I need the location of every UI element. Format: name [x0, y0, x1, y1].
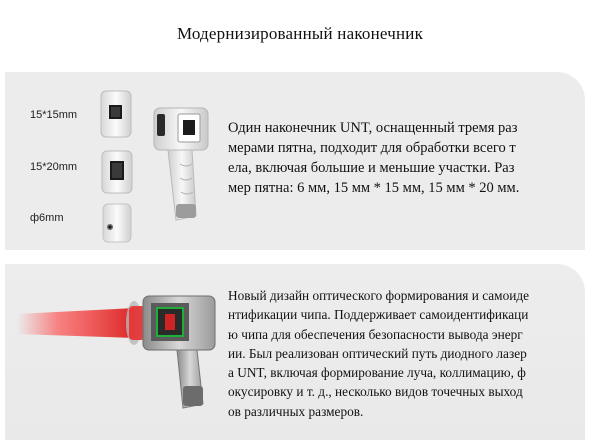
- tip-6mm-image: [99, 202, 139, 247]
- tip-15x15-image: [97, 89, 137, 141]
- size-label-15x20: 15*20mm: [30, 161, 78, 173]
- size-label-6mm: ф6mm: [30, 212, 64, 224]
- section2-description: Новый дизайн оптического формирования и самоиде нтификации чипа. Поддерживает самоидентификаци ю чипа для обеспечения безопасности вывода энерг ии. Был реализован оптический путь диодного лазер а UNT, включая формирование луча, коллимацию, ф окусировку и т. д., несколько видов точечных выход ов различных размеров.: [228, 288, 530, 419]
- laser-handpiece-image: [17, 286, 217, 416]
- handpiece-image: [150, 100, 215, 224]
- size-label-15x15: 15*15mm: [30, 109, 78, 121]
- optical-panel: [5, 264, 585, 440]
- page-title: Модернизированный наконечник: [176, 24, 424, 43]
- section1-description: Один наконечник UNT, оснащенный тремя раз мерами пятна, подходит для обработки всего т ела, включая большие и меньшие участки. Раз мер пятна: 6 мм, 15 мм * 15 мм, 15 мм * 20 мм.: [228, 120, 520, 196]
- tip-sizes-panel: [5, 72, 585, 250]
- tip-15x20-image: [99, 149, 139, 197]
